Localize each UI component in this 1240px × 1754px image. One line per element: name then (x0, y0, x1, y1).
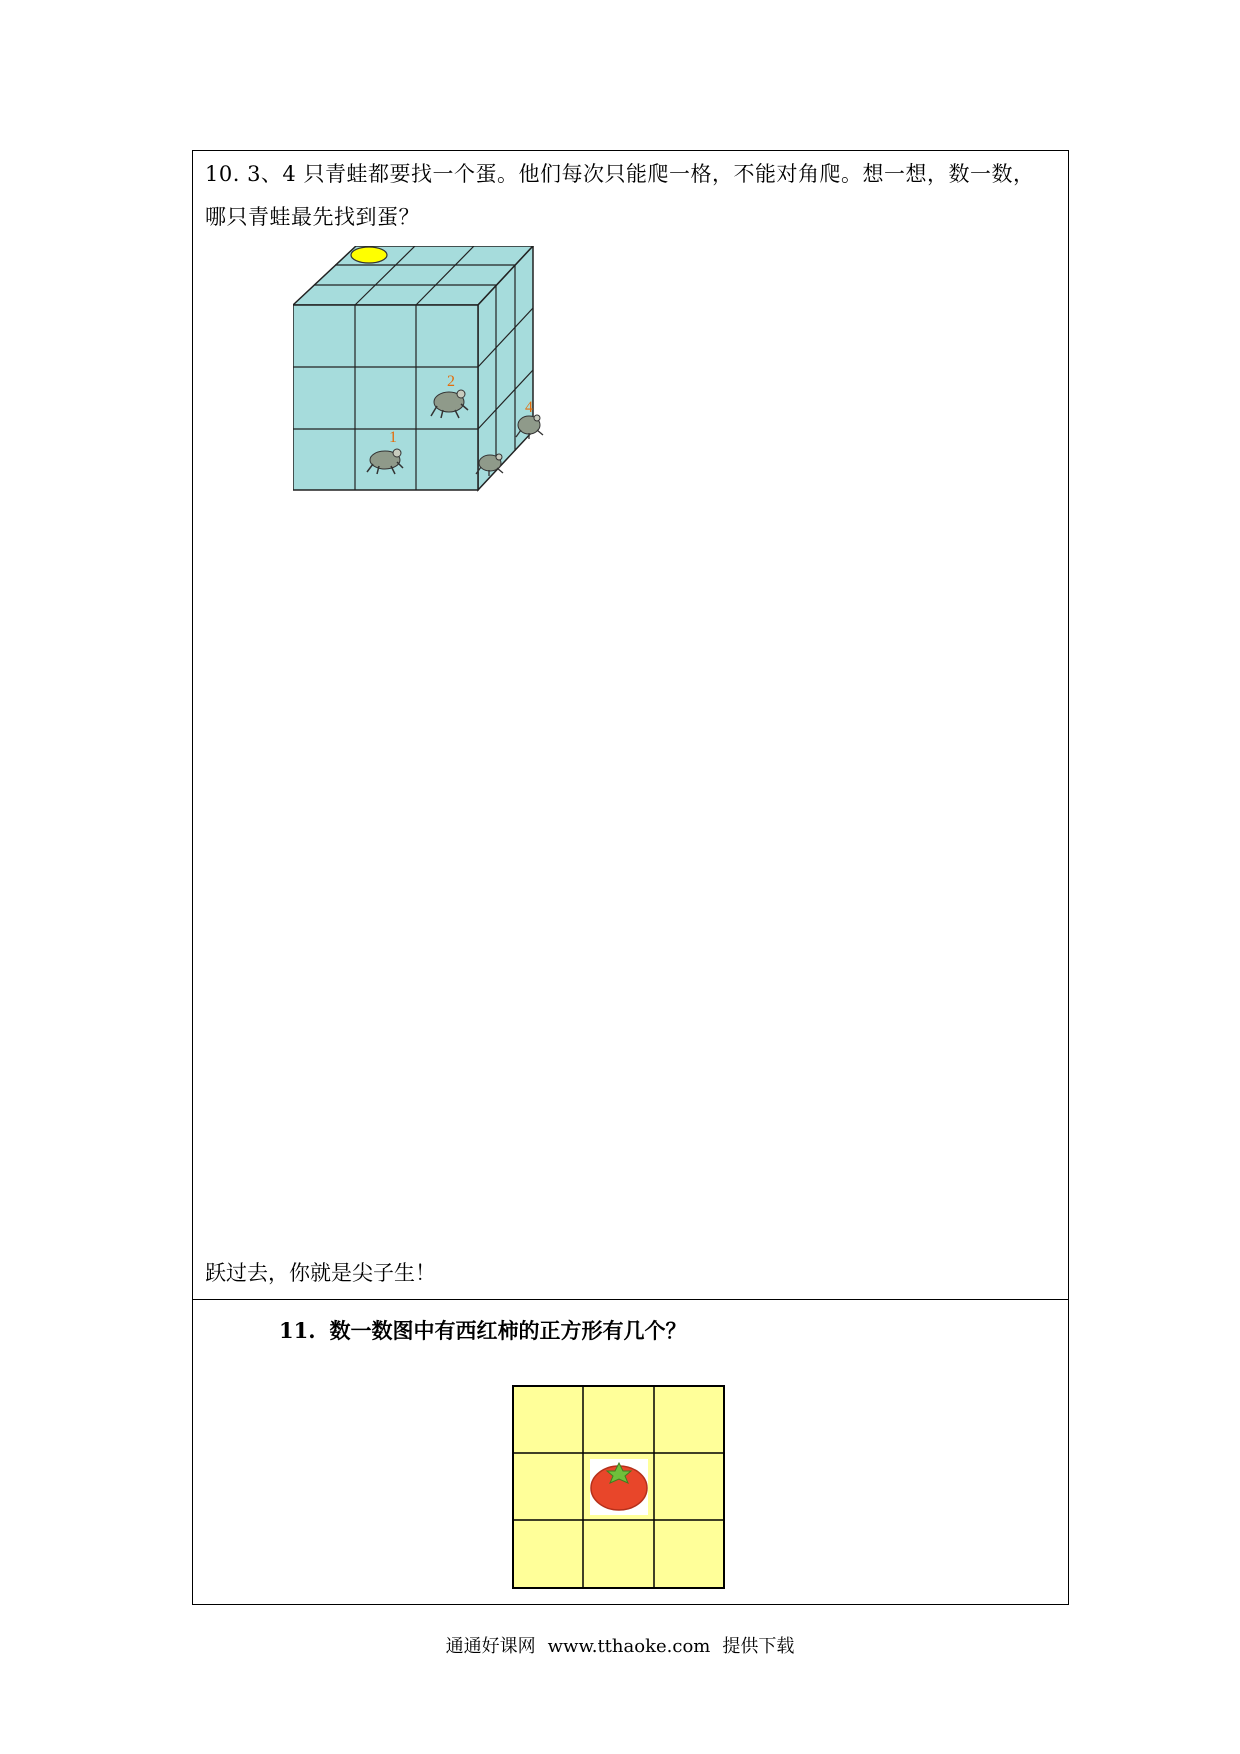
tomato-grid-figure (512, 1385, 726, 1591)
frog-4-label: 4 (525, 399, 533, 416)
egg-icon (351, 247, 387, 263)
footer-url[interactable]: www.tthaoke.com (547, 1636, 711, 1657)
frog-2-label: 2 (447, 373, 455, 390)
page-footer (0, 1632, 1240, 1658)
worksheet-frame (192, 150, 1069, 1605)
question-10-footer: 跃过去，你就是尖子生！ (205, 1261, 436, 1285)
footer-site-name: 通通好课网 (445, 1636, 536, 1657)
question-10-text: 10. 3、4 只青蛙都要找一个蛋。他们每次只能爬一格，不能对角爬。想一想，数一数，哪只青蛙最先找到蛋？ (205, 162, 1035, 229)
question-divider (193, 1299, 1068, 1300)
question-11-number: 11. (279, 1318, 316, 1343)
question-11-heading (279, 1311, 687, 1351)
frog-1-label: 1 (389, 429, 397, 446)
question-11-text: 数一数图中有西红柿的正方形有几个？ (329, 1318, 687, 1343)
cube-frog-figure (293, 246, 593, 506)
footer-suffix: 提供下载 (722, 1636, 795, 1657)
